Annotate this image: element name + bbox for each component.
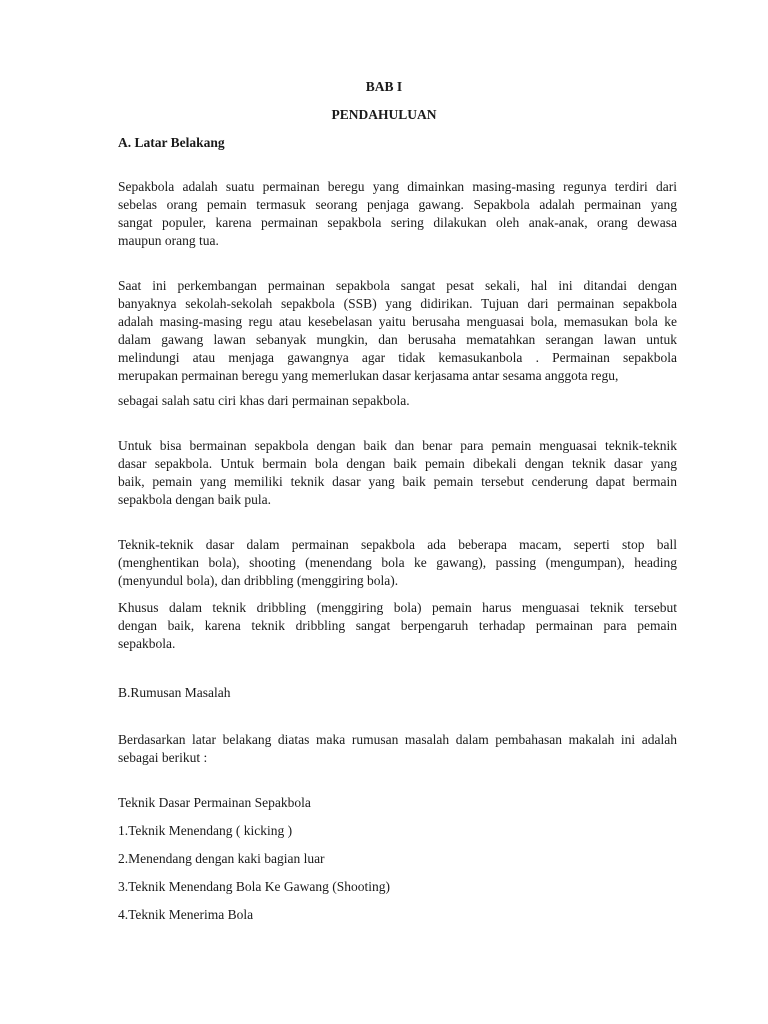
list-item: 1.Teknik Menendang ( kicking ): [118, 823, 293, 838]
text-line: adalah masing-masing regu atau kesebelasan yaitu berusaha menguasai bola, memasukan bola ke: [118, 314, 677, 329]
text-line: merupakan permainan beregu yang memerlukan dasar kerjasama antar sesama anggota regu,: [118, 368, 619, 383]
text-line: Sepakbola adalah suatu permainan beregu yang dimainkan masing-masing regunya terdiri dari: [118, 179, 677, 194]
list-title: Teknik Dasar Permainan Sepakbola: [118, 795, 311, 810]
text-line: dasar sepakbola. Untuk bermain bola dengan baik pemain dibekali dengan teknik dasar yang: [118, 456, 677, 471]
paragraph: [118, 392, 677, 410]
text-line: Berdasarkan latar belakang diatas maka rumusan masalah dalam pembahasan makalah ini adalah: [118, 732, 677, 747]
list-item: 4.Teknik Menerima Bola: [118, 907, 254, 922]
chapter-number: BAB I: [365, 79, 403, 94]
text-line: dengan baik, karena teknik dribbling sangat berpengaruh terhadap permainan para pemain: [118, 618, 677, 633]
text-line: Untuk bisa bermainan sepakbola dengan baik dan benar para pemain menguasai teknik-teknik: [118, 438, 677, 453]
text-line: (menghentikan bola), shooting (menendang bola ke gawang), passing (mengumpan), heading: [118, 555, 677, 570]
text-line: sepakbola dengan baik pula.: [118, 492, 271, 507]
paragraph: [118, 536, 677, 590]
text-line: dalam gawang lawan sebanyak mungkin, dan berusaha mematahkan serangan lawan untuk: [118, 332, 677, 347]
section-b-heading: B.Rumusan Masalah: [118, 685, 231, 700]
text-line: sepakbola.: [118, 636, 176, 651]
text-line: Saat ini perkembangan permainan sepakbola sangat pesat sekali, hal ini ditandai dengan: [118, 278, 677, 293]
text-line: sebagai berikut :: [118, 750, 208, 765]
paragraph: [118, 599, 677, 653]
text-line: sebelas orang pemain termasuk seorang penjaga gawang. Sepakbola adalah permainan yang: [118, 197, 677, 212]
paragraph: [118, 437, 677, 509]
section-a-heading: A. Latar Belakang: [118, 135, 225, 150]
text-line: maupun orang tua.: [118, 233, 219, 248]
list-item: 3.Teknik Menendang Bola Ke Gawang (Shooting): [118, 879, 390, 894]
chapter-title: PENDAHULUAN: [331, 107, 437, 122]
text-line: banyaknya sekolah-sekolah sepakbola (SSB) yang didirikan. Tujuan dari permainan sepakbola: [118, 296, 677, 311]
rumusan-paragraph: [118, 731, 677, 767]
paragraph: [118, 277, 677, 385]
text-line: Khusus dalam teknik dribbling (menggiring bola) pemain harus menguasai teknik tersebut: [118, 600, 677, 615]
text-line: Teknik-teknik dasar dalam permainan sepakbola ada beberapa macam, seperti stop ball: [118, 537, 677, 552]
text-line: sebagai salah satu ciri khas dari permainan sepakbola.: [118, 393, 410, 408]
list-item: 2.Menendang dengan kaki bagian luar: [118, 851, 325, 866]
text-line: sangat populer, karena permainan sepakbola sering dilakukan oleh anak-anak, orang dewasa: [118, 215, 677, 230]
paragraph: [118, 178, 677, 250]
text-line: (menyundul bola), dan dribbling (menggiring bola).: [118, 573, 399, 588]
text-line: baik, pemain yang memiliki teknik dasar yang baik pemain tersebut cenderung dapat bermain: [118, 474, 677, 489]
text-line: melindungi atau menjaga gawangnya agar tidak kemasukanbola . Permainan sepakbola: [118, 350, 677, 365]
